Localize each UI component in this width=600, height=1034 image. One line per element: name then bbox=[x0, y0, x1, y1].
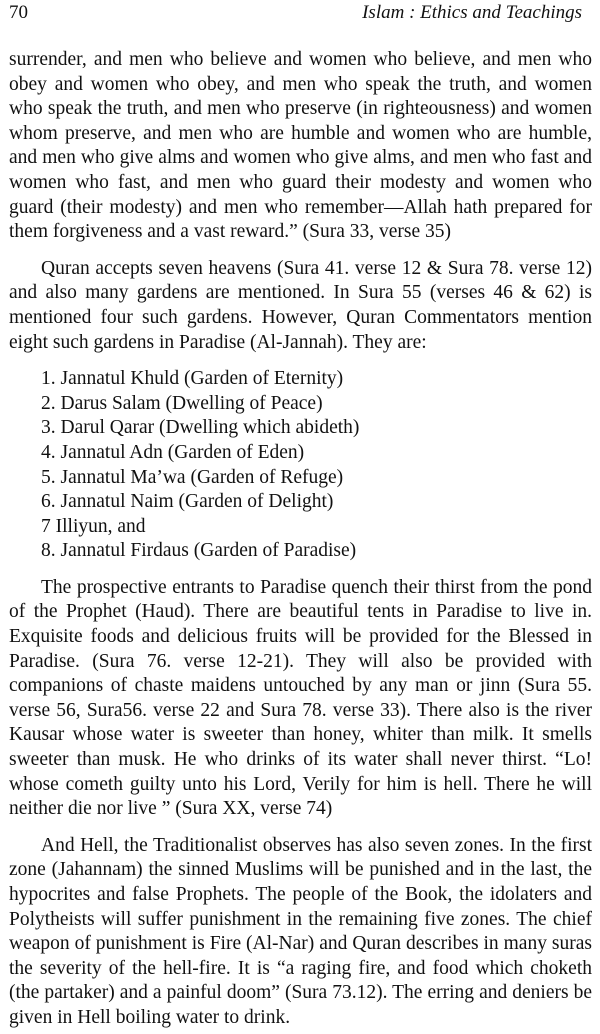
gardens-list bbox=[9, 367, 592, 564]
page-header bbox=[9, 0, 592, 28]
list-item: 7 Illiyun, and bbox=[41, 515, 146, 537]
list-item: 5. Jannatul Ma’wa (Garden of Refuge) bbox=[41, 466, 344, 488]
list-item: 4. Jannatul Adn (Garden of Eden) bbox=[41, 441, 305, 463]
list-item: 2. Darus Salam (Dwelling of Peace) bbox=[41, 392, 323, 414]
running-title: Islam : Ethics and Teachings bbox=[362, 2, 582, 23]
list-item: 6. Jannatul Naim (Garden of Delight) bbox=[41, 491, 334, 513]
list-item: 8. Jannatul Firdaus (Garden of Paradise) bbox=[41, 540, 357, 562]
paragraph-paradise: The prospective entrants to Paradise quench their thirst from the pond of the Prophet (Haud). There are beautiful tents in Paradise to live in. Exquisite foods and delicious fruits will be provided for the Blessed in Paradise. (Sura 76. verse 12-21). They will also be provided with companions of chaste maidens untouched by any man or jinn (Sura 55. verse 56, Sura56. verse 22 and Sura 78. verse 33). There also is the river Kausar whose water is sweeter than honey, whiter than milk. It smells sweeter than musk. He who drinks of its water shall never thirst. “Lo! whose cometh guilty unto his Lord, Verily for him is hell. There he will neither die nor live ” (Sura XX, verse 74) bbox=[9, 576, 592, 820]
paragraph-continued-quote: surrender, and men who believe and women who believe, and men who obey and women who obey, and men who speak the truth, and women who speak the truth, and men who preserve (in righteousness) and women whom preserve, and men who are humble and women who are humble, and men who give alms and women who give alms, and men who fast and women who fast, and men who guard their modesty and women who guard (their modesty) and men who remember—Allah hath prepared for them forgiveness and a vast reward.” (Sura 33, verse 35) bbox=[9, 49, 592, 243]
list-item: 3. Darul Qarar (Dwelling which abideth) bbox=[41, 417, 360, 439]
list-item: 1. Jannatul Khuld (Garden of Eternity) bbox=[41, 368, 344, 390]
paragraph-hell: And Hell, the Traditionalist observes has also seven zones. In the first zone (Jahannam) the sinned Muslims will be punished and in the last, the hypocrites and false Prophets. The people of the Book, the idolaters and Polytheists will suffer punishment in the remaining five zones. The chief weapon of punishment is Fire (Al-Nar) and Quran describes in many suras the severity of the hell-fire. It is “a raging fire, and food which choketh (the partaker) and a painful doom” (Sura 73.12). The erring and deniers be given in Hell boiling water to drink. bbox=[9, 834, 592, 1028]
paragraph-seven-heavens: Quran accepts seven heavens (Sura 41. verse 12 & Sura 78. verse 12) and also many gardens are mentioned. In Sura 55 (verses 46 & 62) is mentioned four such gardens. However, Quran Commentators mention eight such gardens in Paradise (Al-Jannah). They are: bbox=[9, 257, 592, 353]
page-number: 70 bbox=[9, 2, 28, 23]
